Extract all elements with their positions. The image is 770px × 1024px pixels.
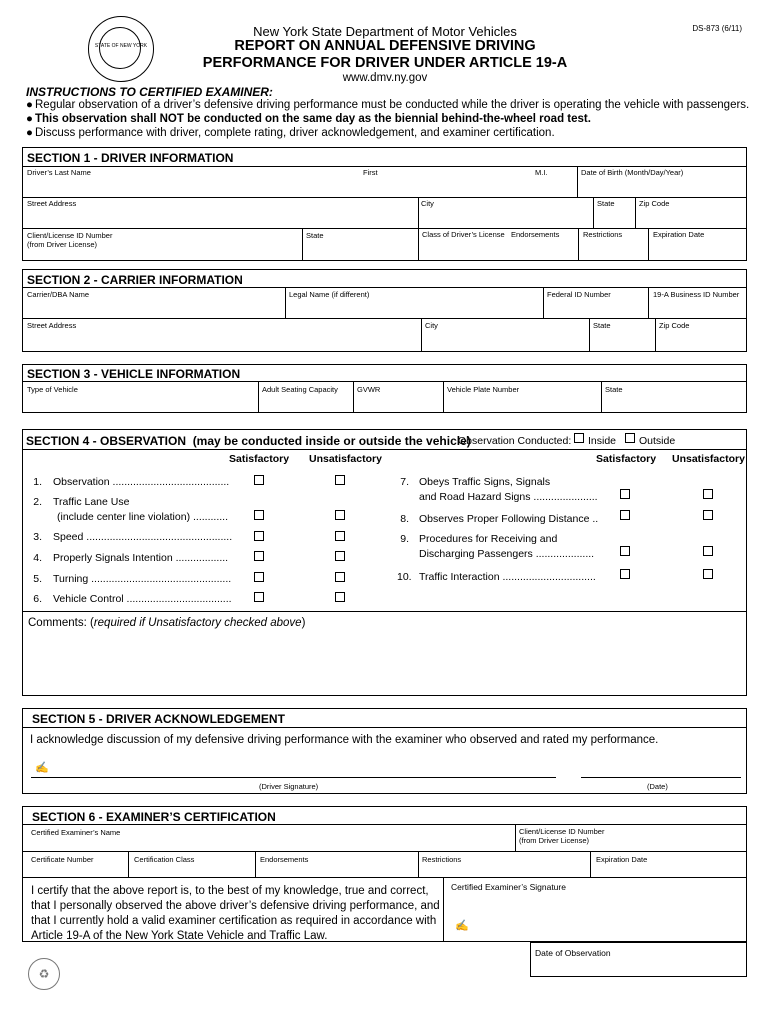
divider <box>23 228 746 229</box>
divider <box>590 851 591 877</box>
item-number: 10. <box>397 571 412 583</box>
vehicle-type-field[interactable]: Type of Vehicle <box>27 385 78 394</box>
examiner-client-id-label: Client/License ID Number <box>519 827 605 836</box>
carrier-street-field[interactable]: Street Address <box>27 321 77 330</box>
divider <box>648 287 649 318</box>
divider <box>578 228 579 260</box>
divider <box>23 166 746 167</box>
item-number: 4. <box>33 552 42 564</box>
certification-line-4: Article 19-A of the New York State Vehicle and Traffic Law. <box>31 930 328 942</box>
business-id-field[interactable]: 19-A Business ID Number <box>653 290 740 299</box>
license-class-field[interactable]: Class of Driver’s License <box>422 230 505 239</box>
section6-title: SECTION 6 - EXAMINER’S CERTIFICATION <box>32 810 276 824</box>
divider <box>418 228 419 260</box>
carrier-city-field[interactable]: City <box>425 321 438 330</box>
driver-signature-label: (Driver Signature) <box>259 782 319 791</box>
lane-use-item-sublabel: (include center line violation) ............ <box>57 511 228 523</box>
satisfactory-header-left: Satisfactory <box>229 453 290 465</box>
instruction-item-2 <box>26 113 756 125</box>
instruction-text-2: This observation shall NOT be conducted on the same day as the biennial behind-the-wheel road test. <box>35 113 591 125</box>
traffic-interaction-item-label: Traffic Interaction ................................ <box>419 571 596 583</box>
acknowledgement-text: I acknowledge discussion of my defensive driving performance with the examiner who observed and rated my performance. <box>30 734 659 746</box>
examiner-restrictions-field[interactable]: Restrictions <box>422 855 462 864</box>
section5-title: SECTION 5 - DRIVER ACKNOWLEDGEMENT <box>32 712 285 726</box>
carrier-zip-field[interactable]: Zip Code <box>659 321 690 330</box>
divider <box>128 851 129 877</box>
unsatisfactory-header-right: Unsatisfactory <box>672 453 745 465</box>
driver-license-state-field[interactable]: State <box>306 231 324 240</box>
divider <box>443 877 444 941</box>
endorsements-field[interactable]: Endorsements <box>511 230 560 239</box>
speed-satisfactory-checkbox[interactable] <box>254 531 264 541</box>
traffic-interaction-unsatisfactory-checkbox[interactable] <box>703 569 713 579</box>
certification-line-2: that I personally observed the above driver’s defensive driving performance, and <box>31 900 440 912</box>
turning-item-label: Turning ................................................ <box>53 573 232 585</box>
restrictions-field[interactable]: Restrictions <box>583 230 623 239</box>
examiner-client-id-field[interactable] <box>519 827 604 845</box>
item-number: 7. <box>400 476 409 488</box>
carrier-state-field[interactable]: State <box>593 321 611 330</box>
certification-line-1: I certify that the above report is, to the best of my knowledge, true and correct, <box>31 885 429 897</box>
driver-mi-field[interactable]: M.I. <box>535 168 548 177</box>
divider <box>593 197 594 228</box>
driver-dob-field[interactable]: Date of Birth (Month/Day/Year) <box>581 168 684 177</box>
plate-number-field[interactable]: Vehicle Plate Number <box>447 385 520 394</box>
divider <box>302 228 303 260</box>
divider <box>23 877 746 878</box>
seating-capacity-field[interactable]: Adult Seating Capacity <box>262 385 338 394</box>
item-number: 8. <box>400 513 409 525</box>
vehicle-control-unsatisfactory-checkbox[interactable] <box>335 592 345 602</box>
item-number: 9. <box>400 533 409 545</box>
divider <box>23 611 746 612</box>
passengers-unsatisfactory-checkbox[interactable] <box>703 546 713 556</box>
instructions-heading: INSTRUCTIONS TO CERTIFIED EXAMINER: <box>26 85 273 99</box>
section2-title: SECTION 2 - CARRIER INFORMATION <box>27 273 243 287</box>
divider <box>443 381 444 412</box>
item-number: 5. <box>33 573 42 585</box>
comments-label-end: ) <box>301 617 306 629</box>
form-number: DS-873 (6/11) <box>692 24 742 33</box>
certificate-number-field[interactable]: Certificate Number <box>31 855 94 864</box>
date-label: (Date) <box>647 782 668 791</box>
divider <box>577 166 578 197</box>
date-of-observation-field[interactable] <box>530 942 747 977</box>
divider <box>23 449 746 450</box>
section4-box <box>22 429 747 696</box>
carrier-name-field[interactable]: Carrier/DBA Name <box>27 290 90 299</box>
section1-box <box>22 147 747 261</box>
instruction-text-1: Regular observation of a driver’s defensive driving performance must be conducted while the driver is operating the vehicle with passengers. <box>35 99 750 111</box>
turning-satisfactory-checkbox[interactable] <box>254 572 264 582</box>
divider <box>23 727 746 728</box>
vehicle-state-field[interactable]: State <box>605 385 623 394</box>
comments-label: Comments: ( <box>28 617 94 629</box>
section4-title: SECTION 4 - OBSERVATION (may be conducted inside or outside the vehicle) <box>26 434 471 448</box>
bullet-icon: ● <box>26 127 33 139</box>
instruction-item-1 <box>26 99 756 111</box>
item-number: 1. <box>33 476 42 488</box>
divider <box>418 851 419 877</box>
pen-icon: ✍ <box>455 920 469 932</box>
speed-item-label: Speed .................................................. <box>53 531 233 543</box>
observation-satisfactory-checkbox[interactable] <box>254 475 264 485</box>
examiner-signature-field[interactable]: Certified Examiner’s Signature <box>451 882 566 892</box>
examiner-endorsements-field[interactable]: Endorsements <box>260 855 309 864</box>
section2-box <box>22 269 747 352</box>
traffic-signs-item-sublabel: and Road Hazard Signs ...................... <box>419 491 598 503</box>
outside-checkbox[interactable] <box>625 433 635 443</box>
divider <box>285 287 286 318</box>
divider <box>418 197 419 228</box>
divider <box>515 824 516 851</box>
certification-class-field[interactable]: Certification Class <box>134 855 195 864</box>
examiner-client-id-sublabel: (from Driver License) <box>519 836 590 845</box>
unsatisfactory-header-left: Unsatisfactory <box>309 453 382 465</box>
comments-field[interactable] <box>28 617 305 629</box>
driver-first-name-field[interactable]: First <box>363 168 378 177</box>
driver-zip-field[interactable]: Zip Code <box>639 199 670 208</box>
instruction-item-3 <box>26 127 756 139</box>
observation-item-label: Observation ........................................ <box>53 476 230 488</box>
divider <box>23 318 746 319</box>
divider <box>589 318 590 351</box>
divider <box>655 318 656 351</box>
bullet-icon: ● <box>26 113 33 125</box>
divider <box>543 287 544 318</box>
divider <box>601 381 602 412</box>
inside-checkbox[interactable] <box>574 433 584 443</box>
divider <box>421 318 422 351</box>
following-distance-item-label: Observes Proper Following Distance .. <box>419 513 599 525</box>
traffic-signs-item-label: Obeys Traffic Signs, Signals <box>419 476 551 488</box>
vehicle-control-satisfactory-checkbox[interactable] <box>254 592 264 602</box>
department-name: New York State Department of Motor Vehicles <box>253 24 517 39</box>
signals-satisfactory-checkbox[interactable] <box>254 551 264 561</box>
seal-text: STATE OF NEW YORK <box>94 43 148 49</box>
signals-item-label: Properly Signals Intention .................. <box>53 552 229 564</box>
instruction-text-3: Discuss performance with driver, complete rating, driver acknowledgement, and examiner certification. <box>35 127 555 139</box>
gvwr-field[interactable]: GVWR <box>357 385 381 394</box>
driver-street-field[interactable]: Street Address <box>27 199 77 208</box>
recycle-icon: ♻ <box>28 958 60 990</box>
passengers-satisfactory-checkbox[interactable] <box>620 546 630 556</box>
divider <box>635 197 636 228</box>
divider <box>23 381 746 382</box>
bullet-icon: ● <box>26 99 33 111</box>
observation-unsatisfactory-checkbox[interactable] <box>335 475 345 485</box>
client-id-sublabel: (from Driver License) <box>27 240 98 249</box>
comments-note: required if Unsatisfactory checked above <box>93 617 302 629</box>
signals-unsatisfactory-checkbox[interactable] <box>335 551 345 561</box>
vehicle-control-item-label: Vehicle Control .................................... <box>53 593 232 605</box>
divider <box>23 287 746 288</box>
item-number: 2. <box>33 496 42 508</box>
date-line[interactable] <box>581 777 741 778</box>
certification-line-3: that I currently hold a valid examiner certification as required in accordance with <box>31 915 437 927</box>
section5-box <box>22 708 747 794</box>
section1-title: SECTION 1 - DRIVER INFORMATION <box>27 151 234 165</box>
examiner-expiration-field[interactable]: Expiration Date <box>596 855 648 864</box>
section3-title: SECTION 3 - VEHICLE INFORMATION <box>27 367 241 381</box>
legal-name-field[interactable]: Legal Name (if different) <box>289 290 370 299</box>
date-of-observation-label: Date of Observation <box>535 948 611 958</box>
examiner-name-field[interactable]: Certified Examiner’s Name <box>31 828 121 837</box>
federal-id-field[interactable]: Federal ID Number <box>547 290 611 299</box>
divider <box>255 851 256 877</box>
driver-last-name-field[interactable]: Driver’s Last Name <box>27 168 91 177</box>
divider <box>23 851 746 852</box>
section3-box <box>22 364 747 413</box>
turning-unsatisfactory-checkbox[interactable] <box>335 572 345 582</box>
speed-unsatisfactory-checkbox[interactable] <box>335 531 345 541</box>
divider <box>258 381 259 412</box>
form-title-line1: REPORT ON ANNUAL DEFENSIVE DRIVING <box>234 38 536 54</box>
divider <box>648 228 649 260</box>
pen-icon: ✍ <box>35 762 49 774</box>
driver-state-field[interactable]: State <box>597 199 615 208</box>
driver-client-id-field[interactable] <box>27 231 112 249</box>
section6-box <box>22 806 747 942</box>
lane-use-item-label: Traffic Lane Use <box>53 496 130 508</box>
passengers-item-label: Procedures for Receiving and <box>419 533 558 545</box>
divider <box>353 381 354 412</box>
inside-label: Inside <box>588 435 617 447</box>
outside-label: Outside <box>639 435 676 447</box>
driver-signature-line[interactable] <box>31 777 556 778</box>
certification-statement <box>31 884 441 944</box>
traffic-signs-unsatisfactory-checkbox[interactable] <box>703 489 713 499</box>
item-number: 3. <box>33 531 42 543</box>
item-number: 6. <box>33 593 42 605</box>
client-id-label: Client/License ID Number <box>27 231 113 240</box>
observation-conducted-label: Observation Conducted: <box>458 435 572 447</box>
expiration-date-field[interactable]: Expiration Date <box>653 230 705 239</box>
lane-use-unsatisfactory-checkbox[interactable] <box>335 510 345 520</box>
following-distance-unsatisfactory-checkbox[interactable] <box>703 510 713 520</box>
traffic-interaction-satisfactory-checkbox[interactable] <box>620 569 630 579</box>
driver-city-field[interactable]: City <box>421 199 434 208</box>
following-distance-satisfactory-checkbox[interactable] <box>620 510 630 520</box>
passengers-item-sublabel: Discharging Passengers .................... <box>419 548 595 560</box>
satisfactory-header-right: Satisfactory <box>596 453 657 465</box>
dmv-url: www.dmv.ny.gov <box>342 72 428 84</box>
lane-use-satisfactory-checkbox[interactable] <box>254 510 264 520</box>
form-title-line2: PERFORMANCE FOR DRIVER UNDER ARTICLE 19-A <box>202 55 568 71</box>
traffic-signs-satisfactory-checkbox[interactable] <box>620 489 630 499</box>
divider <box>23 824 746 825</box>
divider <box>23 197 746 198</box>
